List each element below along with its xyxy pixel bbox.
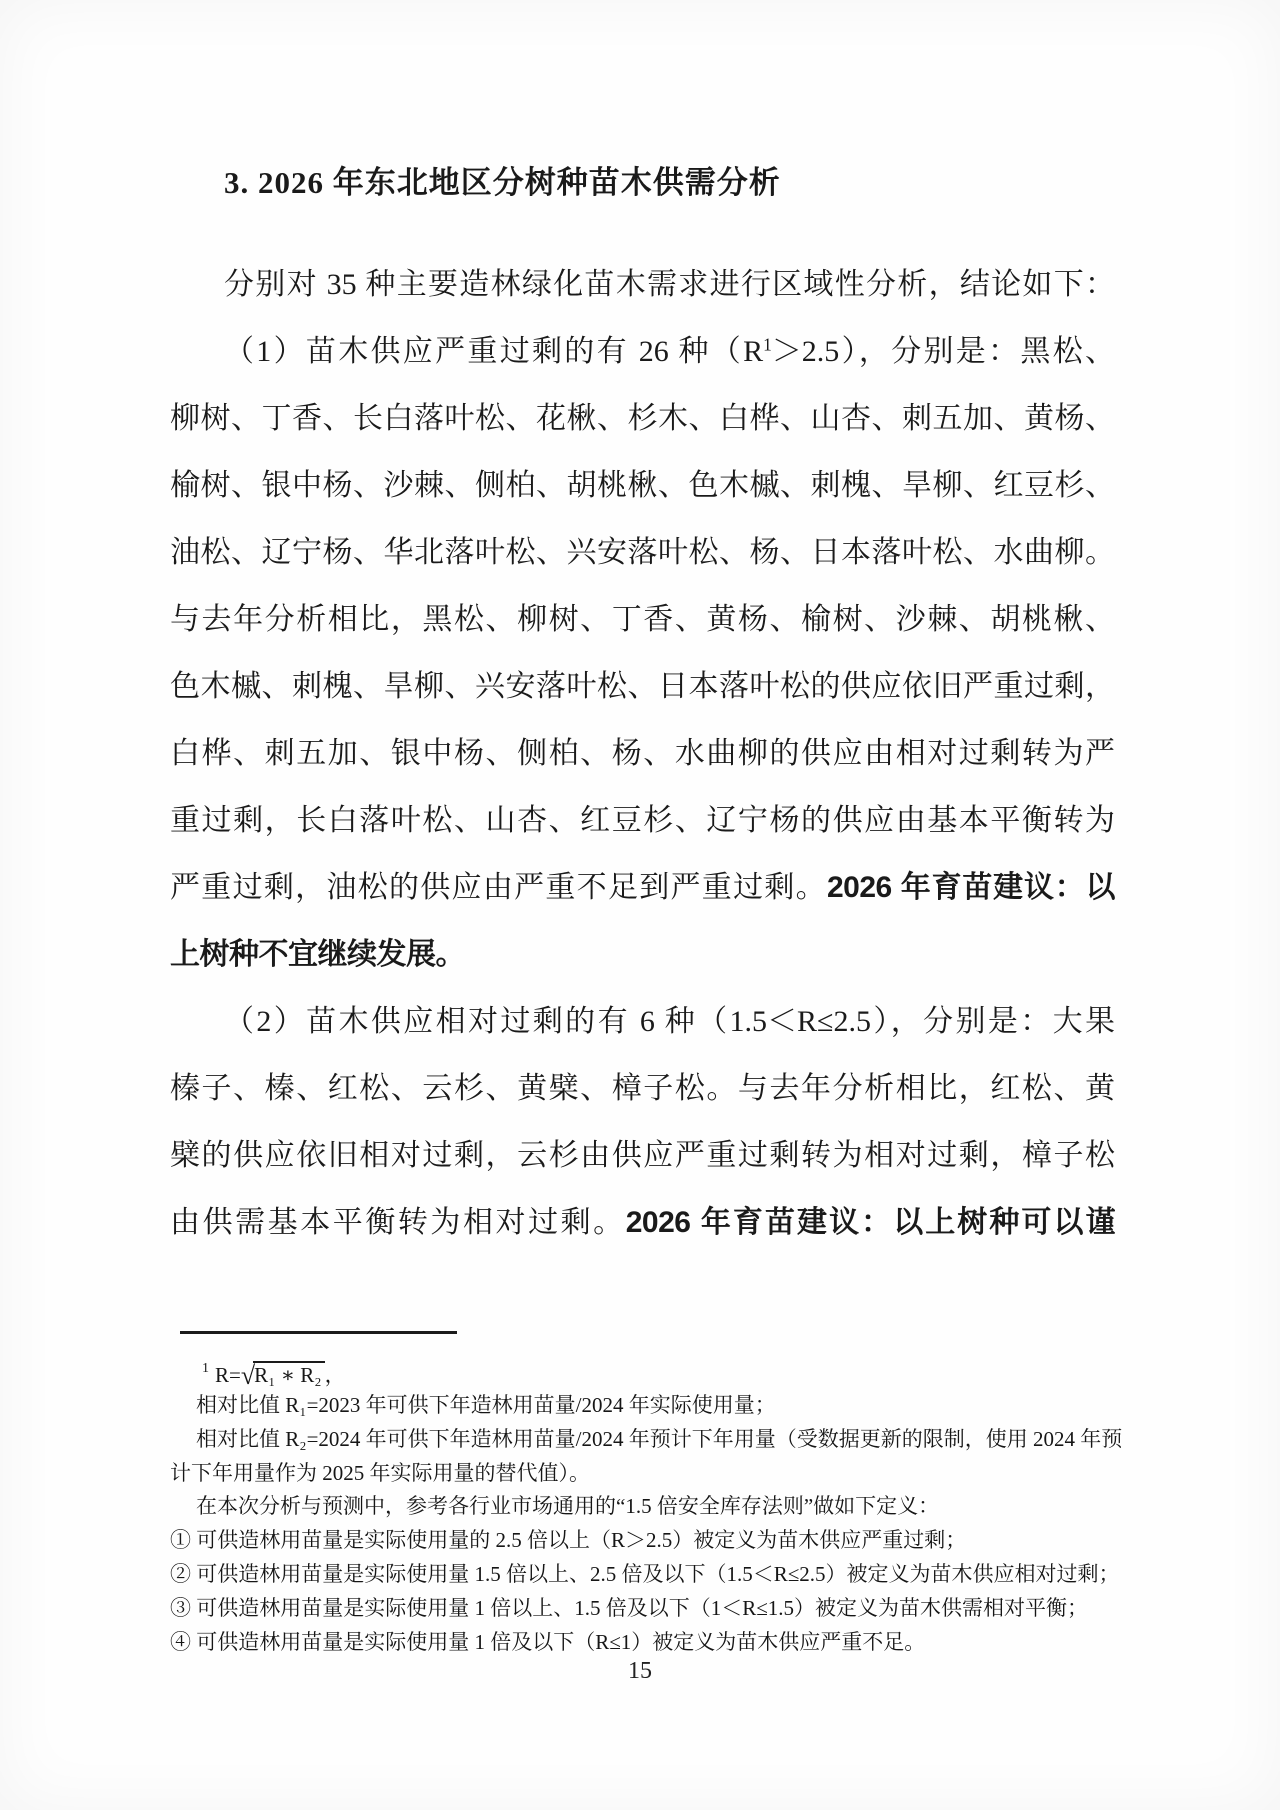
- text-segment: 严重过剩，油松的供应由严重不足到严重过剩。: [170, 871, 827, 904]
- paragraph: [170, 251, 1115, 318]
- text-segment: 分别对 35 种主要造林绿化苗木需求进行区域性分析，结论如下：: [224, 268, 1115, 301]
- text-line: [170, 586, 1115, 653]
- text-segment: 与去年分析相比，黑松、柳树、丁香、黄杨、榆树、沙棘、胡桃楸、: [170, 603, 1115, 636]
- emphasis-text: 2026 年育苗建议：以: [826, 871, 1115, 904]
- text-line: [170, 720, 1115, 787]
- footnote-separator: [180, 1331, 457, 1334]
- text-line: [170, 251, 1115, 318]
- footnote-line: 计下年用量作为 2025 年实际用量的替代值）。: [170, 1460, 590, 1485]
- emphasis-text: 上树种不宜继续发展。: [170, 938, 465, 971]
- footnote-block: [170, 1352, 1130, 1659]
- footnote-line: 相对比值 R₁=2023 年可供下年造林用苗量/2024 年实际使用量；: [196, 1393, 776, 1417]
- footnote-line: 在本次分析与预测中，参考各行业市场通用的“1.5 倍安全库存法则”做如下定义：: [196, 1494, 940, 1519]
- square-root-symbol: √: [240, 1360, 256, 1390]
- text-segment: 柳树、丁香、长白落叶松、花楸、杉木、白桦、山杏、刺五加、黄杨、: [170, 402, 1115, 435]
- body-text: [170, 251, 1115, 1256]
- text-segment: 重过剩，长白落叶松、山杏、红豆杉、辽宁杨的供应由基本平衡转为: [170, 804, 1115, 837]
- footnote-line: 相对比值 R₂=2024 年可供下年造林用苗量/2024 年预计下年用量（受数据更新的限制，使用 2024 年预: [196, 1426, 1123, 1451]
- footnote-formula: [170, 1352, 1130, 1389]
- section-heading: 3. 2026 年东北地区分树种苗木供需分析: [224, 165, 781, 200]
- paragraph: [170, 318, 1115, 988]
- footnote-ref-marker: 1: [202, 1361, 209, 1376]
- text-line: [170, 519, 1115, 586]
- text-segment: 榆树、银中杨、沙棘、侧柏、胡桃楸、色木槭、刺槐、旱柳、红豆杉、: [170, 469, 1115, 502]
- text-line: [170, 1055, 1115, 1122]
- text-segment: 油松、辽宁杨、华北落叶松、兴安落叶松、杨、日本落叶松、水曲柳。: [170, 536, 1115, 569]
- formula-tail: ，: [324, 1362, 346, 1387]
- emphasis-text: 2026 年育苗建议：以上树种可以谨: [625, 1206, 1115, 1239]
- text-segment: ＞2.5），分别是：黑松、: [771, 335, 1115, 368]
- paragraph: [170, 988, 1115, 1256]
- text-segment: 色木槭、刺槐、旱柳、兴安落叶松、日本落叶松的供应依旧严重过剩，: [170, 670, 1115, 703]
- text-segment: 白桦、刺五加、银中杨、侧柏、杨、水曲柳的供应由相对过剩转为严: [170, 737, 1115, 770]
- text-line: [170, 318, 1115, 385]
- text-segment: 榛子、榛、红松、云杉、黄檗、樟子松。与去年分析相比，红松、黄: [170, 1072, 1115, 1105]
- formula-radicand: R₁ ∗ R₂: [253, 1361, 324, 1387]
- text-line: [170, 921, 1115, 988]
- footnote-line: ④ 可供造林用苗量是实际使用量 1 倍及以下（R≤1）被定义为苗木供应严重不足。: [170, 1629, 926, 1654]
- footnote-lines: [170, 1389, 1130, 1659]
- footnote-line: ② 可供造林用苗量是实际使用量 1.5 倍以上、2.5 倍及以下（1.5＜R≤2.5）被定义为苗木供应相对过剩；: [170, 1561, 1120, 1586]
- footnote-ref-marker: 1: [763, 334, 772, 355]
- text-segment: 檗的供应依旧相对过剩，云杉由供应严重过剩转为相对过剩，樟子松: [170, 1139, 1115, 1172]
- text-segment: 由供需基本平衡转为相对过剩。: [170, 1206, 626, 1239]
- page-number: 15: [628, 1658, 652, 1684]
- formula-lhs: R=: [215, 1362, 241, 1387]
- text-line: [170, 787, 1115, 854]
- text-line: [170, 452, 1115, 519]
- text-segment: （2）苗木供应相对过剩的有 6 种（1.5＜R≤2.5），分别是：大果: [224, 1005, 1115, 1038]
- text-line: [170, 1189, 1115, 1256]
- footnote-line: ③ 可供造林用苗量是实际使用量 1 倍以上、1.5 倍及以下（1＜R≤1.5）被定义为苗木供需相对平衡；: [170, 1595, 1089, 1620]
- text-line: [170, 1122, 1115, 1189]
- text-line: [170, 988, 1115, 1055]
- text-segment: （1）苗木供应严重过剩的有 26 种（R: [224, 335, 764, 368]
- text-line: [170, 653, 1115, 720]
- footnote-line: ① 可供造林用苗量是实际使用量的 2.5 倍以上（R＞2.5）被定义为苗木供应严重过剩；: [170, 1528, 967, 1553]
- text-line: [170, 854, 1115, 921]
- text-line: [170, 385, 1115, 452]
